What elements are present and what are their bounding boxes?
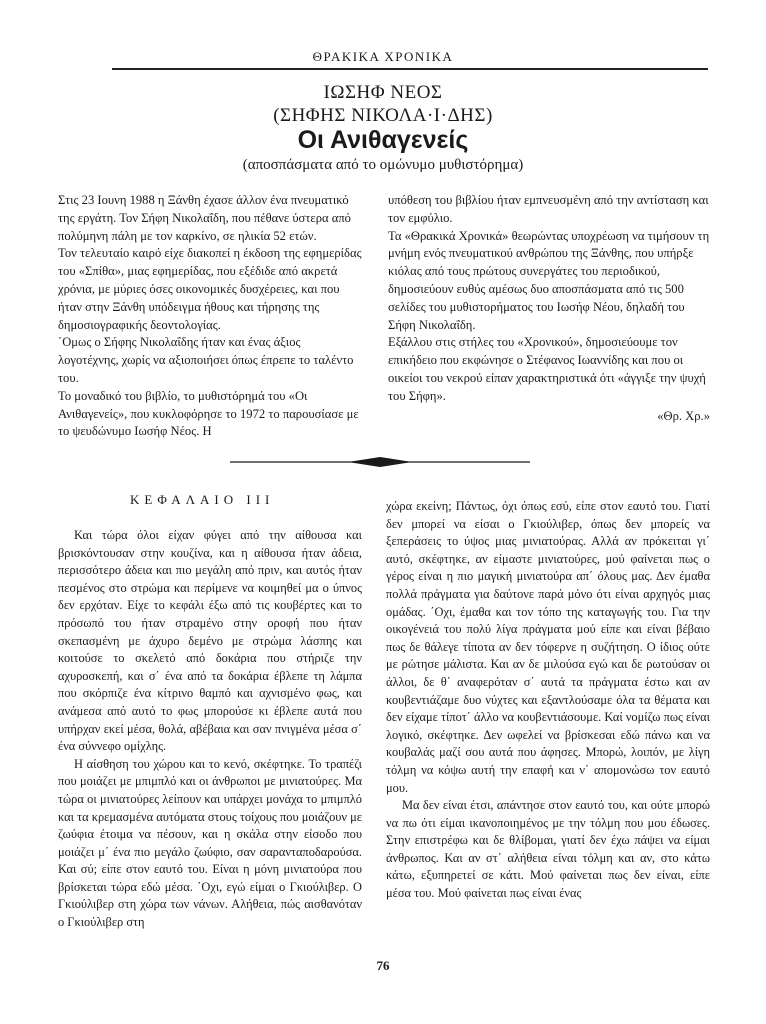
intro-paragraph: υπόθεση του βιβλίου ήταν εμπνευσμένη από την αντίσταση και τον εμφύλιο.	[388, 193, 709, 225]
editor-signature: «Θρ. Χρ.»	[657, 408, 710, 423]
author-name: ΙΩΣΗΦ ΝΕΟΣ	[323, 82, 443, 103]
body-paragraph: Και τώρα όλοι είχαν φύγει από την αίθουσα και βρισκόντουσαν στην κουζίνα, και η αίθουσα ήταν άδεια, περισσότερο άδεια και πιο μεγάλη από πριν, και αυτός ήταν πεσμένος στο στρώμα και περίμενε να κοιμηθεί μα ο ύπνος δεν ερχόταν. Είχε το κεφάλι έξω από τις κουβέρτες και το πρόσωπό του ήταν στραμένο στην οροφή που ήταν σκεπασμένη με άχυρο δεμένο με στρώμα λάσπης και κοιτούσε το σκελετό από δοκάρια που στήριζε την αχυροσκεπή, και σ΄ ένα από τα δοκάρια έβλεπε τη λάμπα που σκόρπιζε ένα κίτρινο θαμπό και αχνισμένο φως, και ανάμεσα από αυτό το φως μπορούσε κι έβλεπε αυτά που υπήρχαν εκεί μέσα, θολά, αβέβαια και σαν πνιγμένα μέσα σ΄ ένα σύννεφο ομίχλης.	[58, 528, 362, 754]
intro-column-right	[388, 192, 710, 425]
chapter-heading: ΚΕΦΑΛΑΙΟ ΙΙΙ	[130, 492, 275, 507]
intro-column-left	[58, 192, 362, 441]
ornament-divider	[230, 454, 530, 470]
author-alias: (ΣΗΦΗΣ ΝΙΚΟΛΑ·Ι·ΔΗΣ)	[273, 105, 493, 126]
header-rule	[112, 68, 708, 70]
body-paragraph: Μα δεν είναι έτσι, απάντησε στον εαυτό του, και ούτε μπορώ να πω ότι είμαι ικανοποιημένος με την τόλμη που μου έδωσες. Στην επιστρέφω και δε θλίβομαι, γιατί δεν έχω πάψει να είμαι άνθρωπος. Και αν στ΄ αλήθεια είναι τόλμη και αν, στο κάτω κάτω, εξυπηρετεί σε κάτι. Μού φαίνεται πως δεν είναι, είπε μέσα του. Μού φαίνεται πως είναι ένας	[386, 798, 710, 901]
intro-paragraph: ΄Ομως ο Σήφης Νικολαΐδης ήταν και ένας άξιος λογοτέχνης, χωρίς να αξιοποιήσει όπως έπρεπε το ταλέντο του.	[58, 335, 354, 385]
body-paragraph: Η αίσθηση του χώρου και το κενό, σκέφτηκε. Το τραπέζι που μοιάζει με μπιμπλό και οι άνθρωποι με μινιατούρες. Μα τώρα οι μινιατούρες λείπουν και υπάρχει μονάχα το μπιμπλό και τα κρεμασμένα αυτόματα στους τοίχους που μοιάζουν με ζωύφια έτοιμα να πέσουν, και η σκάλα στην είσοδο που μοιάζει μ΄ ένα πιο μεγάλο ζωύφιο, σαν σαρανταποδαρούσα. Και σύ; είπε στον εαυτό του. Είναι η μόνη μινιατούρα που βρίσκεται τώρα εδώ μέσα. ΄Οχι, εγώ είμαι ο Γκιούλιβερ. Ο Γκιούλιβερ στη χώρα των νάνων. Αλήθεια, πώς αισθανόταν ο Γκιούλιβερ στη	[58, 756, 362, 930]
work-title: Οι Ανιθαγενείς	[297, 126, 469, 154]
intro-paragraph: Στις 23 Ιουνη 1988 η Ξάνθη έχασε άλλον ένα πνευματικό της εργάτη. Τον Σήφη Νικολαΐδη, που πέθανε ύστερα από πολύμηνη πάλη με τον καρκίνο, σε ηλικία 52 ετών.	[58, 193, 351, 243]
intro-paragraph: Εξάλλου στις στήλες του «Χρονικού», δημοσιεύουμε τον επικήδειο που εκφώνησε ο Στέφανος Ιωαννίδης και που οι οικείοι του νεκρού είπαν χαρακτηριστικά ότι «άγγιξε την ψυχή του Σήφη».	[388, 335, 706, 403]
intro-paragraph: Τα «Θρακικά Χρονικά» θεωρώντας υποχρέωση να τιμήσουν τη μνήμη ενός πνευματικού ανθρώπου της Ξάνθης, που υπήρξε κιόλας από τους πρώτους συνεργάτες του περιοδικού, δημοσιεύουν ευθύς αμέσως δυο αποσπάσματα από τις 500 σελίδες του μυθιστορήματος του Ιωσήφ Νέου, δηλαδή του Σήφη Νικολαΐδη.	[388, 228, 710, 332]
running-head: ΘΡΑΚΙΚΑ ΧΡΟΝΙΚΑ	[312, 49, 454, 64]
body-column-right	[386, 498, 710, 903]
intro-paragraph: Το μοναδικό του βιβλίο, το μυθιστόρημά του «Οι Ανιθαγενείς», που κυκλοφόρησε το 1972 το παρουσίασε με το ψευδώνυμο Ιωσήφ Νέος. Η	[58, 388, 359, 439]
page-number: 76	[376, 958, 390, 973]
work-subtitle: (αποσπάσματα από το ομώνυμο μυθιστόρημα)	[242, 157, 524, 173]
body-paragraph: χώρα εκείνη; Πάντως, όχι όπως εσύ, είπε στον εαυτό του. Γιατί δεν μπορεί να είσαι ο Γκιούλιβερ, όπως δεν μπορείς να ξεπεράσεις το ύψος μιας μινιατούρας. Αλλά αν πρόκειται γι΄ αυτό, σκέφτηκε, αν είμαστε μινιατούρες, μού φαίνεται πως ο γέρος είναι η πιο μαγική μινιατούρα απ΄ όλους μας. Δεν έμαθα πολλά πράγματα για δαύτονε παρά μόνο ότι είναι αρχηγός μιας ομάδας. ΄Οχι, έμαθα και τον τόπο της καταγωγής του. Για την οικογένειά του πολύ λίγα πράγματα μού είπε και είναι βέβαιο πως δε θάλεγε τίποτα αν δεν τόφερνε η συζήτηση. Ο ίδιος ούτε με ρώτησε μάλιστα. Και αν δε μιλούσα εγώ και δε ρωτούσαν οι άλλοι, δε θ΄ αναφερόταν σ΄ αυτά τα πράγματα έστω και αν κουβεντιάζαμε δυο νύχτες και εξαντλούσαμε όλα τα θέματα και δεν είχαμε τίποτ΄ άλλο να κουβεντιάσουμε. Καί νομίζω πως είναι λογικό, σκέφτηκε. Δεν ωφελεί να βρίσκεσαι εδώ πάνω και να κουβαλάς μαζί σου αυτά που άφησες. Μπορώ, λοιπόν, με λίγη τόλμη να κόψω αυτή την επαφή και ν΄ απομονώσω τον εαυτό μου.	[386, 499, 710, 795]
body-column-left	[58, 527, 362, 932]
intro-paragraph: Τον τελευταίο καιρό είχε διακοπεί η έκδοση της εφημερίδας του «Σπίθα», μιας εφημερίδας, που εξέδιδε από ακρετά χρόνια, με μύριες όσες οικονομικές δυσχέρειες, και που ήταν στην Ξάνθη υπόδειγμα ήθους και τήρησης της δημοσιογραφικής δεοντολογίας.	[58, 246, 362, 332]
